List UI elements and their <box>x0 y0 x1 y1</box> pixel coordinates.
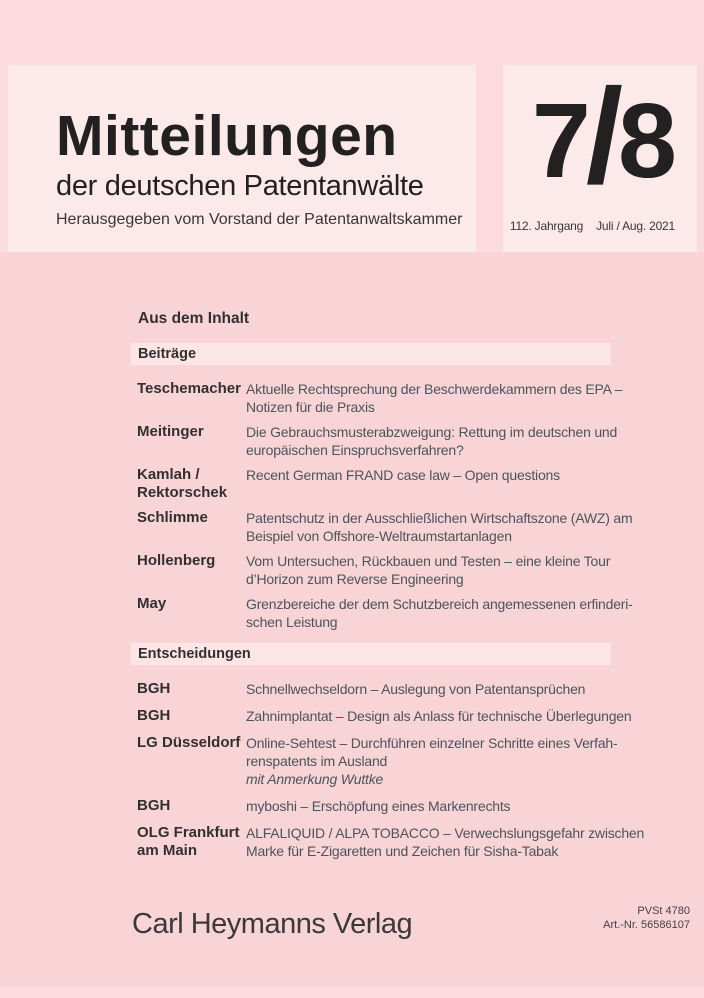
toc-row-label <box>131 824 246 860</box>
toc-row <box>131 509 633 545</box>
toc-title-line: Notizen für die Praxis <box>246 399 375 415</box>
toc-title-line: Patentschutz in der Ausschließlichen Wirtschaftszone (AWZ) am <box>246 510 633 526</box>
toc-row-description <box>246 797 611 815</box>
toc-row <box>131 466 611 502</box>
toc-row-description <box>246 552 611 588</box>
toc-court: BGH <box>137 680 171 697</box>
toc-title-line: d’Horizon zum Reverse Engineering <box>246 571 464 587</box>
toc-row-description <box>246 680 611 698</box>
toc-row-label <box>131 595 246 631</box>
toc-title-line: schen Leistung <box>246 614 338 630</box>
toc-row-label <box>131 552 246 588</box>
journal-title: Mitteilungen <box>56 104 398 168</box>
toc-row-label <box>131 423 246 459</box>
toc-court: BGH <box>137 797 171 814</box>
table-of-contents <box>131 310 645 869</box>
issue-date: Juli / Aug. 2021 <box>596 219 675 233</box>
toc-row-label <box>131 797 246 815</box>
toc-court: OLG Frankfurt <box>137 824 240 841</box>
toc-row <box>131 797 611 815</box>
toc-author: Kamlah / <box>137 466 200 483</box>
toc-row <box>131 552 611 588</box>
volume-date-line <box>510 218 675 234</box>
toc-row <box>131 423 618 459</box>
toc-author: May <box>137 595 167 612</box>
issue-panel <box>503 62 697 252</box>
volume-label: 112. Jahrgang <box>509 219 584 233</box>
toc-row-label <box>131 466 246 502</box>
publisher-name: Carl Heymanns Verlag <box>132 908 413 940</box>
section-title-entscheidungen: Entscheidungen <box>131 643 611 665</box>
toc-row-label <box>131 734 246 788</box>
pvst-number: PVSt 4780 <box>637 905 690 917</box>
toc-row-description <box>246 466 611 502</box>
section-beitraege <box>131 343 633 631</box>
cover-body <box>0 252 704 987</box>
toc-court: BGH <box>137 707 171 724</box>
toc-row-label <box>131 680 246 698</box>
toc-title-line: Marke für E-Zigaretten und Zeichen für Sisha-Tabak <box>246 843 559 859</box>
toc-title-line: Grenzbereiche der dem Schutzbereich angemessenen erfinderi- <box>246 596 633 612</box>
toc-court: am Main <box>137 842 198 859</box>
toc-row <box>131 680 611 698</box>
toc-row <box>131 595 633 631</box>
contents-heading: Aus dem Inhalt <box>138 310 250 327</box>
toc-row <box>131 734 618 788</box>
bottom-strip <box>0 987 704 998</box>
issue-digit-second: 8 <box>618 82 677 200</box>
section-entscheidungen <box>131 643 645 860</box>
toc-row-label <box>131 509 246 545</box>
toc-annotation-note: mit Anmerkung Wuttke <box>246 771 384 787</box>
toc-title-line: Recent German FRAND case law – Open questions <box>246 467 560 483</box>
masthead-panel <box>8 65 476 252</box>
toc-title-line: myboshi – Erschöpfung eines Markenrechts <box>246 798 511 814</box>
toc-title-line: Zahnimplantat – Design als Anlass für technische Überlegungen <box>246 708 632 724</box>
toc-author: Rektorschek <box>137 484 228 501</box>
toc-author: Schlimme <box>137 509 208 526</box>
toc-title-line: ALFALIQUID / ALPA TOBACCO – Verwechslungsgefahr zwischen <box>246 825 645 841</box>
toc-author: Teschemacher <box>137 380 241 397</box>
toc-row-description <box>246 595 633 631</box>
toc-row-description <box>246 509 632 545</box>
toc-row-label <box>131 707 246 725</box>
toc-row-description <box>246 423 617 459</box>
article-number: Art.-Nr. 56586107 <box>603 918 690 931</box>
toc-row-description <box>246 824 644 860</box>
toc-author: Hollenberg <box>137 552 216 569</box>
toc-title-line: Aktuelle Rechtsprechung der Beschwerdekammern des EPA – <box>246 381 623 397</box>
toc-row-description <box>246 734 617 788</box>
toc-title-line: Online-Sehtest – Durchführen einzelner Schritte eines Verfah- <box>246 735 618 751</box>
toc-title-line: Die Gebrauchsmusterabzweigung: Rettung im deutschen und <box>246 424 618 440</box>
issue-digit-first: 7 <box>531 82 591 200</box>
toc-row <box>131 707 632 725</box>
postal-article-info <box>603 905 690 932</box>
section-rows <box>131 380 633 631</box>
publisher-line: Herausgegeben vom Vorstand der Patentanwaltskammer <box>56 211 463 228</box>
section-rows <box>131 680 645 860</box>
toc-row <box>131 824 645 860</box>
toc-title-line: Schnellwechseldorn – Auslegung von Patentansprüchen <box>246 681 586 697</box>
toc-row-label <box>131 380 246 416</box>
section-title-beitraege: Beiträge <box>131 343 611 365</box>
journal-subtitle: der deutschen Patentanwälte <box>56 170 424 202</box>
toc-author: Meitinger <box>137 423 204 440</box>
issue-slash: / <box>585 62 624 211</box>
issue-number <box>531 62 677 211</box>
toc-row <box>131 380 623 416</box>
toc-row-description <box>246 707 631 725</box>
toc-row-description <box>246 380 622 416</box>
toc-title-line: renspatents im Ausland <box>246 753 388 769</box>
toc-court: LG Düsseldorf <box>137 734 241 751</box>
toc-title-line: Vom Untersuchen, Rückbauen und Testen – eine kleine Tour <box>246 553 611 569</box>
toc-title-line: europäischen Einspruchsverfahren? <box>246 442 464 458</box>
toc-title-line: Beispiel von Offshore-Weltraumstartanlagen <box>246 528 512 544</box>
